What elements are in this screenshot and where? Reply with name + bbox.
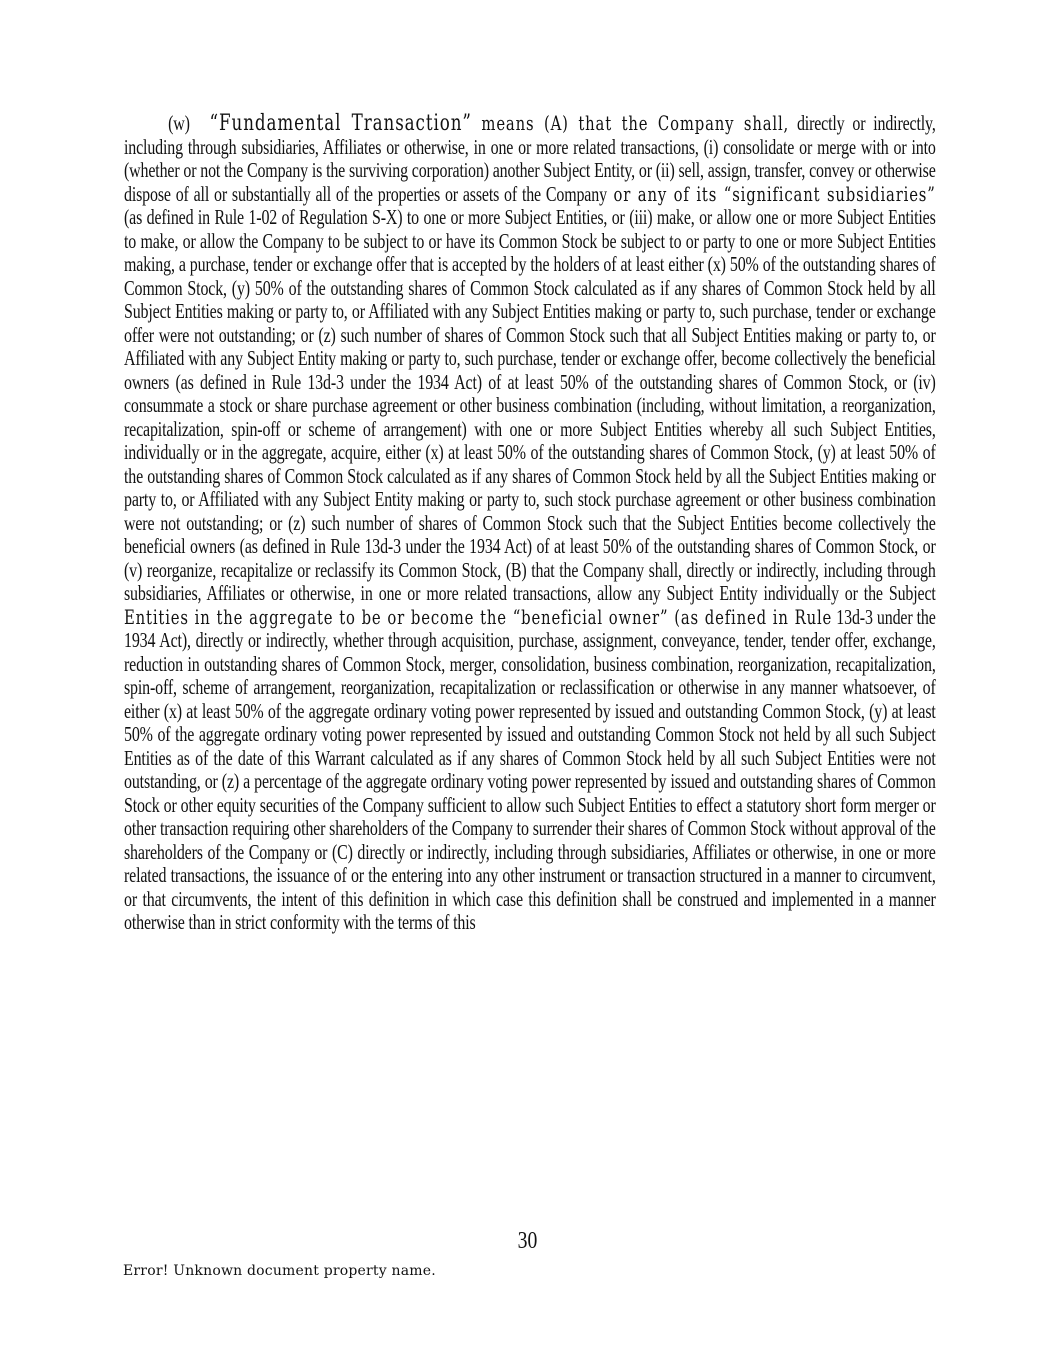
paragraph-segment-wide: means (A) that the Company shall,: [471, 112, 790, 135]
paragraph-segment-body: 13d-3 under the 1934 Act), directly or indirectly, whether through acquisition, purchase, assignment, conveyance, tender, tender offer, exchange, reduction in outstanding shares of Common Stock, merger, consolidation, business combination, reorganization, recapitalization, spin-off, scheme of arrangement, reorganization, recapitalization or reclassification or otherwise in any manner whatsoever, of either (x) at least 50% of the aggregate ordinary voting power represented by issued and outstanding Common Stock, (y) at least 50% of the aggregate ordinary voting power represented by issued and outstanding Common Stock not held by all such Subject Entities as of the date of this Warrant calculated as if any shares of Common Stock held by all such Subject Entities were not outstanding, or (z) a percentage of the aggregate ordinary voting power represented by issued and outstanding shares of Common Stock or other equity securities of the Company sufficient to allow such Subject Entities to effect a statutory short form merger or other transaction requiring other shareholders of the Company to surrender their shares of Common Stock without approval of the shareholders of the Company or (C) directly or indirectly, including through subsidiaries, Affiliates or otherwise, in one or more related transactions, the issuance of or the entering into any other instrument or transaction structured in a manner to circumvent, or that circumvents, the intent of this definition in which case this definition shall be construed and implemented in a manner otherwise than in strict conformity with the terms of this: [124, 604, 936, 934]
document-text-block: [124, 112, 936, 935]
paragraph-text: [124, 111, 936, 934]
paragraph-segment-wide: Entities in the aggregate to be or become the “beneficial owner” (as defined in Rule: [124, 605, 833, 629]
body-paragraph: [124, 112, 936, 935]
footer-error-note: Error! Unknown document property name.: [123, 1263, 436, 1279]
paragraph-segment-body: (as defined in Rule 1-02 of Regulation S-X) to one or more Subject Entities, or (iii) make, or allow one or more Subject Entities to make, or allow the Company to be subject to or have its Common Stock be subject to or party to one or more Subject Entities making, a purchase, tender or exchange offer that is accepted by the holders of at least either (x) 50% of the outstanding shares of Common Stock, (y) 50% of the outstanding shares of Common Stock calculated as if any shares of Common Stock held by all Subject Entities making or party to, or Affiliated with any Subject Entities making or party to, such purchase, tender or exchange offer were not outstanding; or (z) such number of shares of Common Stock such that all Subject Entities making or party to, or Affiliated with any Subject Entity making or party to, such purchase, tender or exchange offer, become collectively the beneficial owners (as defined in Rule 13d-3 under the 1934 Act) of at least 50% of the outstanding shares of Common Stock, or (iv) consummate a stock or share purchase agreement or other business combination (including, without limitation, a reorganization, recapitalization, spin-off or scheme of arrangement) with one or more Subject Entities whereby all such Subject Entities, individually or in the aggregate, acquire, either (x) at least 50% of the outstanding shares of Common Stock, (y) at least 50% of the outstanding shares of Common Stock calculated as if any shares of Common Stock held by all the Subject Entities making or party to, or Affiliated with any Subject Entity making or party to, such stock purchase agreement or other business combination were not outstanding; or (z) such number of shares of Common Stock such that the Subject Entities become collectively the beneficial owners (as defined in Rule 13d-3 under the 1934 Act) of at least 50% of the outstanding shares of Common Stock, or (v) reorganize, recapitalize or reclassify its Common Stock, (B) that the Company shall, directly or indirectly, including through subsidiaries, Affiliates or otherwise, in one or more related transactions, allow any Subject Entity individually or the Subject: [124, 205, 936, 605]
paragraph-marker: (w): [168, 111, 190, 135]
paragraph-segment-lead: “Fundamental Transaction”: [209, 111, 472, 136]
paragraph-segment-body: directly or indirectly, including through subsidiaries, Affiliates or otherwise, in one or more related transactions, (i) consolidate or merge with or into (whether or not the Company is the surviving corporation) another Subject Entity, or (ii) sell, assign, transfer, convey or otherwise dispose of all or substantially all of the properties or assets of the Company: [124, 111, 936, 206]
paragraph-segment-wide: or any of its “significant subsidiaries”: [606, 182, 936, 206]
page-number: 30: [517, 1228, 538, 1254]
